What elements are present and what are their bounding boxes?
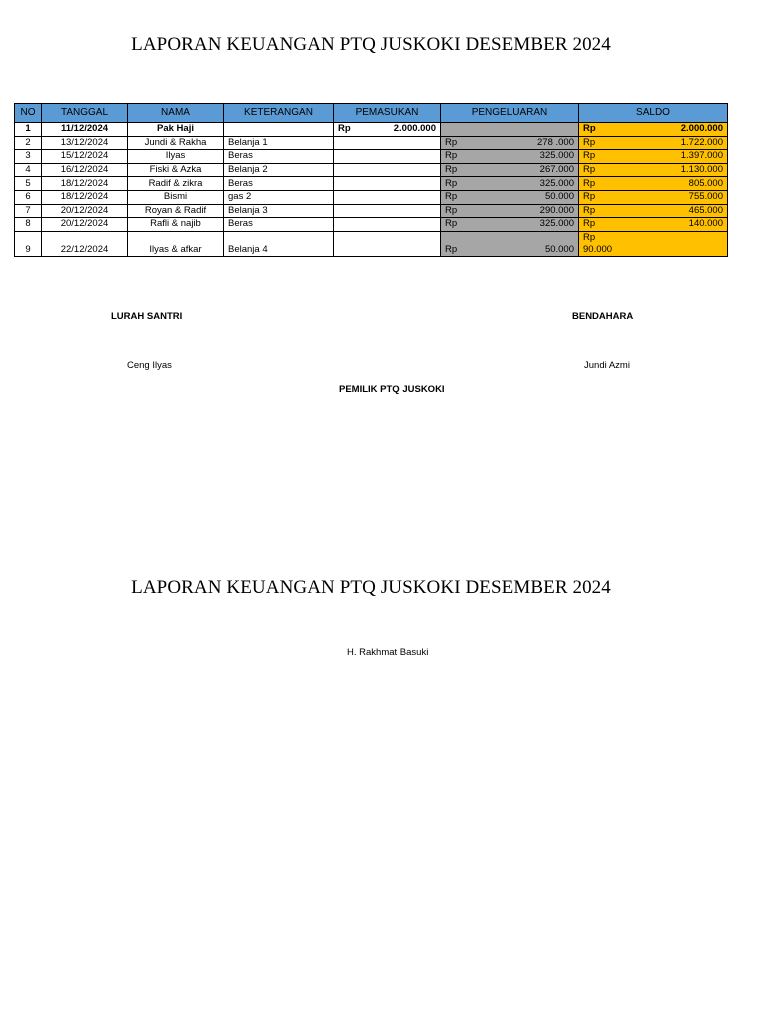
currency-label: Rp — [583, 150, 596, 162]
cell-keterangan: gas 2 — [224, 190, 334, 204]
cell-pemasukan — [334, 231, 441, 256]
currency-label: Rp — [445, 177, 458, 189]
cell-nama: Royan & Radif — [128, 204, 224, 218]
currency-label: Rp — [338, 123, 351, 135]
cell-tanggal: 15/12/2024 — [42, 150, 128, 164]
cell-keterangan: Beras — [224, 150, 334, 164]
cell-saldo — [579, 163, 728, 177]
currency-label: Rp — [583, 123, 596, 135]
table-row — [15, 190, 728, 204]
currency-label: Rp — [583, 191, 596, 203]
report-title-repeat: LAPORAN KEUANGAN PTQ JUSKOKI DESEMBER 2024 — [131, 577, 611, 598]
table-row — [15, 177, 728, 191]
cell-tanggal: 22/12/2024 — [42, 231, 128, 256]
cell-pengeluaran — [441, 177, 579, 191]
cell-keterangan — [224, 123, 334, 137]
amount-value: 50.000 — [544, 191, 574, 203]
cell-nama: Ilyas — [128, 150, 224, 164]
col-header-pengeluaran: PENGELUARAN — [441, 104, 579, 123]
table-row — [15, 163, 728, 177]
cell-tanggal: 13/12/2024 — [42, 136, 128, 150]
pemilik-title: PEMILIK PTQ JUSKOKI — [339, 384, 445, 395]
currency-label: Rp — [445, 191, 458, 203]
amount-value: 755.000 — [688, 191, 723, 203]
cell-pemasukan — [334, 204, 441, 218]
amount-value: 1.722.000 — [680, 136, 723, 148]
col-header-nama: NAMA — [128, 104, 224, 123]
cell-saldo — [579, 231, 728, 256]
cell-pengeluaran — [441, 190, 579, 204]
cell-nama: Radif & zikra — [128, 177, 224, 191]
cell-pemasukan — [334, 218, 441, 232]
cell-no: 6 — [15, 190, 42, 204]
lurah-santri-title: LURAH SANTRI — [111, 311, 183, 322]
col-header-saldo: SALDO — [579, 104, 728, 123]
currency-label: Rp — [445, 218, 458, 230]
amount-value: 278 .000 — [537, 136, 574, 148]
amount-value: 2.000.000 — [393, 123, 436, 135]
amount-value: 90.000 — [583, 243, 613, 255]
cell-saldo — [579, 177, 728, 191]
amount-value: 325.000 — [539, 150, 574, 162]
cell-tanggal: 20/12/2024 — [42, 204, 128, 218]
col-header-pemasukan: PEMASUKAN — [334, 104, 441, 123]
cell-pengeluaran — [441, 123, 579, 137]
cell-nama: Fiski & Azka — [128, 163, 224, 177]
cell-saldo — [579, 150, 728, 164]
cell-keterangan: Beras — [224, 218, 334, 232]
currency-label: Rp — [445, 243, 458, 255]
cell-pengeluaran — [441, 136, 579, 150]
amount-value: 465.000 — [688, 204, 723, 216]
amount-value: 290.000 — [539, 204, 574, 216]
table-row — [15, 218, 728, 232]
cell-tanggal: 18/12/2024 — [42, 177, 128, 191]
amount-value: 2.000.000 — [680, 123, 723, 135]
cell-pemasukan — [334, 177, 441, 191]
cell-no: 2 — [15, 136, 42, 150]
cell-no: 9 — [15, 231, 42, 256]
cell-keterangan: Beras — [224, 177, 334, 191]
amount-value: 140.000 — [688, 218, 723, 230]
cell-nama: Ilyas & afkar — [128, 231, 224, 256]
currency-label: Rp — [583, 164, 596, 176]
col-header-no: NO — [15, 104, 42, 123]
cell-no: 3 — [15, 150, 42, 164]
cell-tanggal: 16/12/2024 — [42, 163, 128, 177]
cell-pemasukan — [334, 123, 441, 137]
cell-pengeluaran — [441, 218, 579, 232]
currency-label: Rp — [445, 136, 458, 148]
cell-nama: Bismi — [128, 190, 224, 204]
amount-value: 267.000 — [539, 164, 574, 176]
amount-value: 325.000 — [539, 218, 574, 230]
table-row — [15, 123, 728, 137]
cell-no: 5 — [15, 177, 42, 191]
table-row — [15, 204, 728, 218]
currency-label: Rp — [445, 150, 458, 162]
finance-table — [14, 103, 728, 257]
col-header-tanggal: TANGGAL — [42, 104, 128, 123]
pemilik-name: H. Rakhmat Basuki — [347, 647, 429, 658]
cell-no: 7 — [15, 204, 42, 218]
cell-nama: Rafli & najib — [128, 218, 224, 232]
cell-saldo — [579, 123, 728, 137]
cell-pemasukan — [334, 136, 441, 150]
cell-saldo — [579, 204, 728, 218]
currency-label: Rp — [583, 177, 596, 189]
col-header-keterangan: KETERANGAN — [224, 104, 334, 123]
cell-pemasukan — [334, 150, 441, 164]
amount-value: 325.000 — [539, 177, 574, 189]
cell-pengeluaran — [441, 150, 579, 164]
currency-label: Rp — [583, 218, 596, 230]
currency-label: Rp — [583, 136, 596, 148]
cell-no: 4 — [15, 163, 42, 177]
cell-tanggal: 20/12/2024 — [42, 218, 128, 232]
cell-saldo — [579, 218, 728, 232]
cell-saldo — [579, 136, 728, 150]
table-row — [15, 231, 728, 256]
currency-label: Rp — [583, 231, 596, 243]
cell-nama: Pak Haji — [128, 123, 224, 137]
bendahara-name: Jundi Azmi — [584, 360, 630, 371]
amount-value: 1.130.000 — [680, 164, 723, 176]
cell-tanggal: 18/12/2024 — [42, 190, 128, 204]
currency-label: Rp — [445, 204, 458, 216]
cell-tanggal: 11/12/2024 — [42, 123, 128, 137]
cell-pengeluaran — [441, 163, 579, 177]
amount-value: 805.000 — [688, 177, 723, 189]
cell-saldo — [579, 190, 728, 204]
cell-keterangan: Belanja 1 — [224, 136, 334, 150]
table-header-row — [15, 104, 728, 123]
bendahara-title: BENDAHARA — [572, 311, 634, 322]
cell-keterangan: Belanja 2 — [224, 163, 334, 177]
report-title: LAPORAN KEUANGAN PTQ JUSKOKI DESEMBER 2024 — [131, 34, 611, 55]
cell-pengeluaran — [441, 204, 579, 218]
lurah-santri-name: Ceng Ilyas — [127, 360, 172, 371]
cell-no: 1 — [15, 123, 42, 137]
table-row — [15, 150, 728, 164]
cell-keterangan: Belanja 3 — [224, 204, 334, 218]
amount-value: 1.397.000 — [680, 150, 723, 162]
cell-no: 8 — [15, 218, 42, 232]
currency-label: Rp — [583, 204, 596, 216]
cell-nama: Jundi & Rakha — [128, 136, 224, 150]
cell-pengeluaran — [441, 231, 579, 256]
amount-value: 50.000 — [544, 243, 574, 255]
cell-keterangan: Belanja 4 — [224, 231, 334, 256]
cell-pemasukan — [334, 190, 441, 204]
table-row — [15, 136, 728, 150]
cell-pemasukan — [334, 163, 441, 177]
currency-label: Rp — [445, 164, 458, 176]
